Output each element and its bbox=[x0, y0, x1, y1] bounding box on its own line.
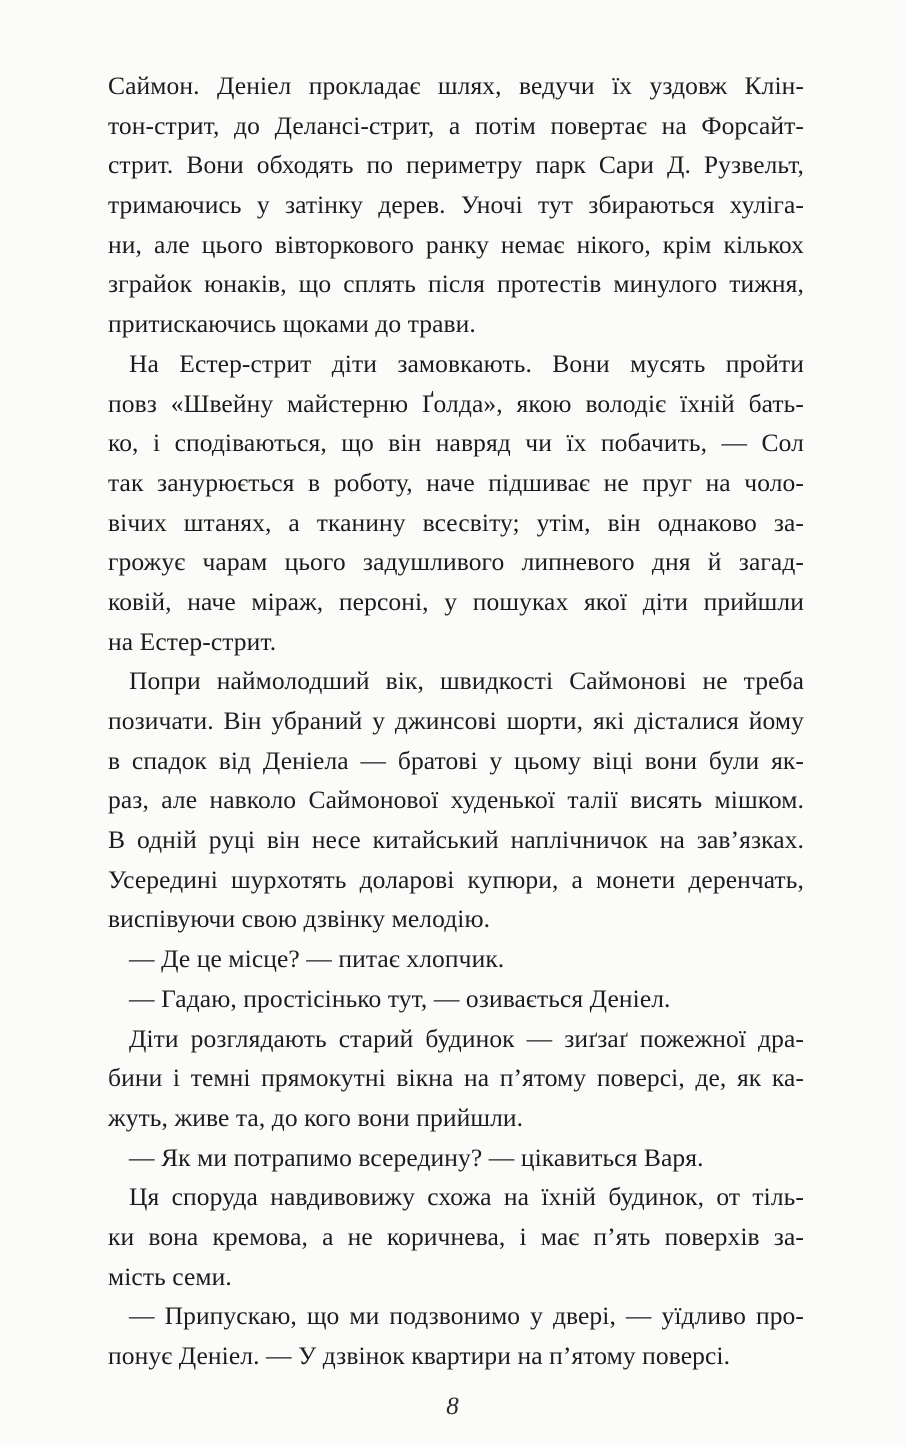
paragraph bbox=[108, 661, 804, 939]
paragraph bbox=[108, 1138, 804, 1178]
text-line: На Естер-стрит діти замовкають. Вони мусять пройти bbox=[129, 348, 804, 378]
paragraph bbox=[108, 979, 804, 1019]
text-line: в спадок від Деніела — братові у цьому віці вони були як- bbox=[108, 745, 804, 775]
text-line: ки вона кремова, а не коричнева, і має п’ять поверхів за- bbox=[108, 1221, 804, 1251]
text-line: Ця споруда навдивовижу схожа на їхній будинок, от тіль- bbox=[129, 1182, 804, 1212]
text-line: мість семи. bbox=[108, 1261, 232, 1291]
text-line: ковій, наче міраж, персоні, у пошуках якої діти прийшли bbox=[108, 586, 804, 616]
text-line: позичати. Він убраний у джинсові шорти, які дісталися йому bbox=[108, 706, 804, 735]
text-line: виспівуючи свою дзвінку мелодію. bbox=[108, 904, 491, 934]
text-line: раз, але навколо Саймонової худенької талії висять мішком. bbox=[108, 785, 804, 815]
text-line: Попри наймолодший вік, швидкості Саймонові не треба bbox=[129, 666, 804, 696]
page-body bbox=[108, 66, 804, 1376]
paragraph bbox=[108, 1296, 804, 1375]
text-line: В одній руці він несе китайський наплічничок на зав’язках. bbox=[108, 825, 804, 855]
text-line: тон-стрит, до Делансі-стрит, а потім повертає на Форсайт- bbox=[108, 110, 804, 140]
text-line: ни, але цього вівторкового ранку немає нікого, крім кількох bbox=[108, 229, 804, 259]
text-line: тримаючись у затінку дерев. Уночі тут збираються хуліга- bbox=[108, 190, 804, 220]
text-line: жуть, живе та, до кого вони прийшли. bbox=[108, 1102, 524, 1132]
text-line: притискаючись щоками до трави. bbox=[108, 309, 476, 339]
text-line: Саймон. Деніел прокладає шлях, ведучи їх уздовж Клін- bbox=[108, 71, 804, 100]
text-line: бини і темні прямокутні вікна на п’ятому поверсі, де, як ка- bbox=[108, 1063, 804, 1093]
text-line: на Естер-стрит. bbox=[108, 626, 277, 656]
paragraph bbox=[108, 344, 804, 662]
text-line: — Як ми потрапимо всередину? — цікавиться Варя. bbox=[129, 1142, 704, 1172]
page-number: 8 bbox=[446, 1393, 459, 1420]
text-line: Діти розглядають старий будинок — зиґзаґ пожежної дра- bbox=[129, 1023, 804, 1053]
text-line: понує Деніел. — У дзвінок квартири на п’ятому поверсі. bbox=[108, 1341, 731, 1370]
text-line: — Де це місце? — питає хлопчик. bbox=[129, 944, 505, 974]
text-line: так занурюється в роботу, наче підшиває не пруг на чоло- bbox=[108, 467, 804, 497]
paragraph bbox=[108, 939, 804, 979]
paragraph bbox=[108, 1177, 804, 1296]
text-line: грожує чарам цього задушливого липневого дня й загад- bbox=[108, 547, 804, 577]
paragraph bbox=[108, 1019, 804, 1138]
text-line: вічих штанях, а тканину всесвіту; утім, він однаково за- bbox=[108, 507, 804, 537]
text-line: — Гадаю, простісінько тут, — озивається Деніел. bbox=[129, 983, 671, 1013]
text-line: зграйок юнаків, що сплять після протестів минулого тижня, bbox=[108, 269, 804, 299]
paragraph bbox=[108, 66, 804, 344]
text-line: Усередині шурхотять доларові купюри, а монети деренчать, bbox=[108, 864, 804, 894]
text-line: ко, і сподіваються, що він навряд чи їх побачить, — Сол bbox=[108, 428, 804, 458]
text-line: стрит. Вони обходять по периметру парк Сари Д. Рузвельт, bbox=[108, 150, 804, 180]
text-line: повз «Швейну майстерню Ґолда», якою володіє їхній бать- bbox=[108, 388, 804, 418]
text-line: — Припускаю, що ми подзвонимо у двері, — уїдливо про- bbox=[129, 1301, 804, 1331]
